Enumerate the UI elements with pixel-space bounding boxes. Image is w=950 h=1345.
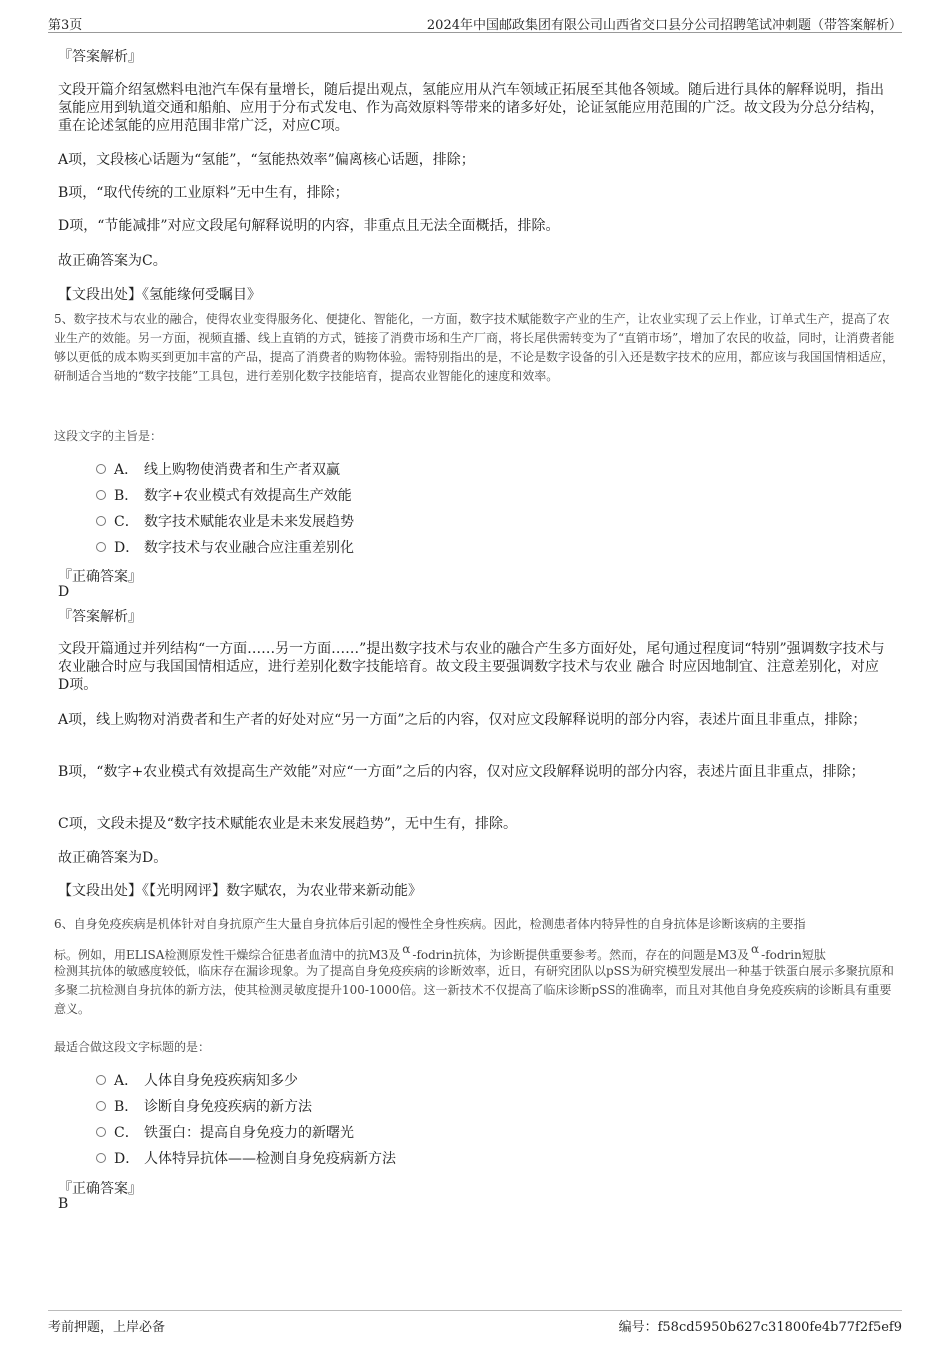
radio-icon[interactable] bbox=[96, 542, 106, 552]
answer-conclusion: 故正确答案为D。 bbox=[58, 850, 168, 866]
question-6-prompt: 最适合做这段文字标题的是： bbox=[54, 1040, 211, 1054]
document-id: 编号：f58cd5950b627c31800fe4b77f2f5ef9 bbox=[618, 1320, 902, 1335]
analysis-option-b: B项，“取代传统的工业原料”无中生有，排除； bbox=[58, 185, 349, 201]
q5-option-c[interactable]: C． 数字技术赋能农业是未来发展趋势 bbox=[96, 513, 354, 531]
q5-option-d[interactable]: D． 数字技术与农业融合应注重差别化 bbox=[96, 539, 354, 557]
document-title: 2024年中国邮政集团有限公司山西省交口县分公司招聘笔试冲刺题（带答案解析） bbox=[426, 18, 902, 33]
q5-option-b[interactable]: B． 数字+农业模式有效提高生产效能 bbox=[96, 487, 352, 505]
question-5-text: 5、数字技术与农业的融合，使得农业变得服务化、便捷化、智能化，一方面，数字技术赋能数字产业的生产，让农业实现了云上作业，订单式生产，提高了农业生产的效能。另一方面，视频直播、线上直销的方式，链接了消费市场和生产厂商，将长尾供需转变为了“直销市场”，增加了农民的收益，同时，让消费者能够以更低的成本购买到更加丰富的产品，提高了消费者的购物体验。需特别指出的是，不论是数字设备的引入还是数字技术的应用，都应该与我国国情相适应，研制适合当地的“数字技能”工具包，进行差别化数字技能培育，提高农业智能化的速度和效率。 bbox=[54, 312, 895, 383]
analysis-option-a: A项，线上购物对消费者和生产者的好处对应“另一方面”之后的内容，仅对应文段解释说明的部分内容，表述片面且非重点，排除； bbox=[58, 712, 867, 728]
q5-option-a[interactable]: A． 线上购物使消费者和生产者双赢 bbox=[96, 461, 340, 479]
analysis-label: 『答案解析』 bbox=[58, 49, 142, 65]
radio-icon[interactable] bbox=[96, 516, 106, 526]
radio-icon[interactable] bbox=[96, 1101, 106, 1111]
question-6-text: 检测其抗体的敏感度较低，临床存在漏诊现象。为了提高自身免疫疾病的诊断效率，近日，有研究团队以pSS为研究模型发展出一种基于铁蛋白展示多聚抗原和多聚二抗检测自身抗体的新方法，使其检测灵敏度提升100-1000倍。这一新技术不仅提高了临床诊断pSS的准确率，而且对其他自身免疫疾病的诊断具有重要意义。 bbox=[54, 964, 894, 1016]
correct-answer-label: 『正确答案』 bbox=[58, 569, 142, 585]
analysis-label: 『答案解析』 bbox=[58, 609, 142, 625]
answer-conclusion: 故正确答案为C。 bbox=[58, 253, 167, 269]
page-number: 第3页 bbox=[48, 18, 83, 33]
radio-icon[interactable] bbox=[96, 1153, 106, 1163]
radio-icon[interactable] bbox=[96, 1075, 106, 1085]
alpha-symbol: α bbox=[751, 942, 760, 956]
analysis-paragraph: 文段开篇通过并列结构“一方面……另一方面……”提出数字技术与农业的融合产生多方面好处，尾句通过程度词“特别”强调数字技术与农业融合时应与我国国情相适应，进行差别化数字技能培育。故文段主要强调数字技术与农业 融合 时应因地制宜、注意差别化，对应D项。 bbox=[58, 641, 885, 693]
radio-icon[interactable] bbox=[96, 1127, 106, 1137]
q6-option-a[interactable]: A． 人体自身免疫疾病知多少 bbox=[96, 1072, 298, 1090]
analysis-option-d: D项，“节能减排”对应文段尾句解释说明的内容，非重点且无法全面概括，排除。 bbox=[58, 218, 560, 234]
alpha-symbol: α bbox=[402, 942, 411, 956]
page-header bbox=[48, 14, 902, 33]
correct-answer-label: 『正确答案』 bbox=[58, 1181, 142, 1197]
analysis-option-a: A项，文段核心话题为“氢能”，“氢能热效率”偏离核心话题，排除； bbox=[58, 152, 475, 168]
correct-answer: B bbox=[58, 1196, 69, 1212]
radio-icon[interactable] bbox=[96, 464, 106, 474]
radio-icon[interactable] bbox=[96, 490, 106, 500]
q6-option-c[interactable]: C． 铁蛋白：提高自身免疫力的新曙光 bbox=[96, 1124, 354, 1142]
correct-answer: D bbox=[58, 584, 70, 600]
footer-slogan: 考前押题，上岸必备 bbox=[48, 1320, 166, 1335]
q6-option-d[interactable]: D． 人体特异抗体——检测自身免疫病新方法 bbox=[96, 1150, 396, 1168]
question-6-line: 标。例如，用ELISA检测原发性干燥综合征患者血清中的抗M3及 α -fodrin抗体，为诊断提供重要参考。然而，存在的问题是M3及 α -fodrin短肽 bbox=[54, 942, 826, 962]
page-footer bbox=[48, 1310, 902, 1335]
analysis-option-b: B项，“数字+农业模式有效提高生产效能”对应“一方面”之后的内容，仅对应文段解释说明的部分内容，表述片面且非重点，排除； bbox=[58, 764, 865, 780]
analysis-paragraph: 文段开篇介绍氢燃料电池汽车保有量增长，随后提出观点，氢能应用从汽车领域正拓展至其他各领域。随后进行具体的解释说明，指出氢能应用到轨道交通和船舶、应用于分布式发电、作为高效原料等带来的诸多好处，论证氢能应用范围的广泛。故文段为分总分结构，重在论述氢能的应用范围非常广泛，对应C项。 bbox=[58, 82, 884, 134]
analysis-option-c: C项，文段未提及“数字技术赋能农业是未来发展趋势”，无中生有，排除。 bbox=[58, 816, 518, 832]
source-citation: 【文段出处】《氢能缘何受瞩目》 bbox=[58, 287, 261, 303]
source-citation: 【文段出处】《【光明网评】数字赋农，为农业带来新动能》 bbox=[58, 883, 422, 899]
question-5-prompt: 这段文字的主旨是： bbox=[54, 429, 163, 443]
q6-option-b[interactable]: B． 诊断自身免疫疾病的新方法 bbox=[96, 1098, 312, 1116]
question-6-line: 6、自身免疫疾病是机体针对自身抗原产生大量自身抗体后引起的慢性全身性疾病。因此，检测患者体内特异性的自身抗体是诊断该病的主要指 bbox=[54, 917, 806, 931]
